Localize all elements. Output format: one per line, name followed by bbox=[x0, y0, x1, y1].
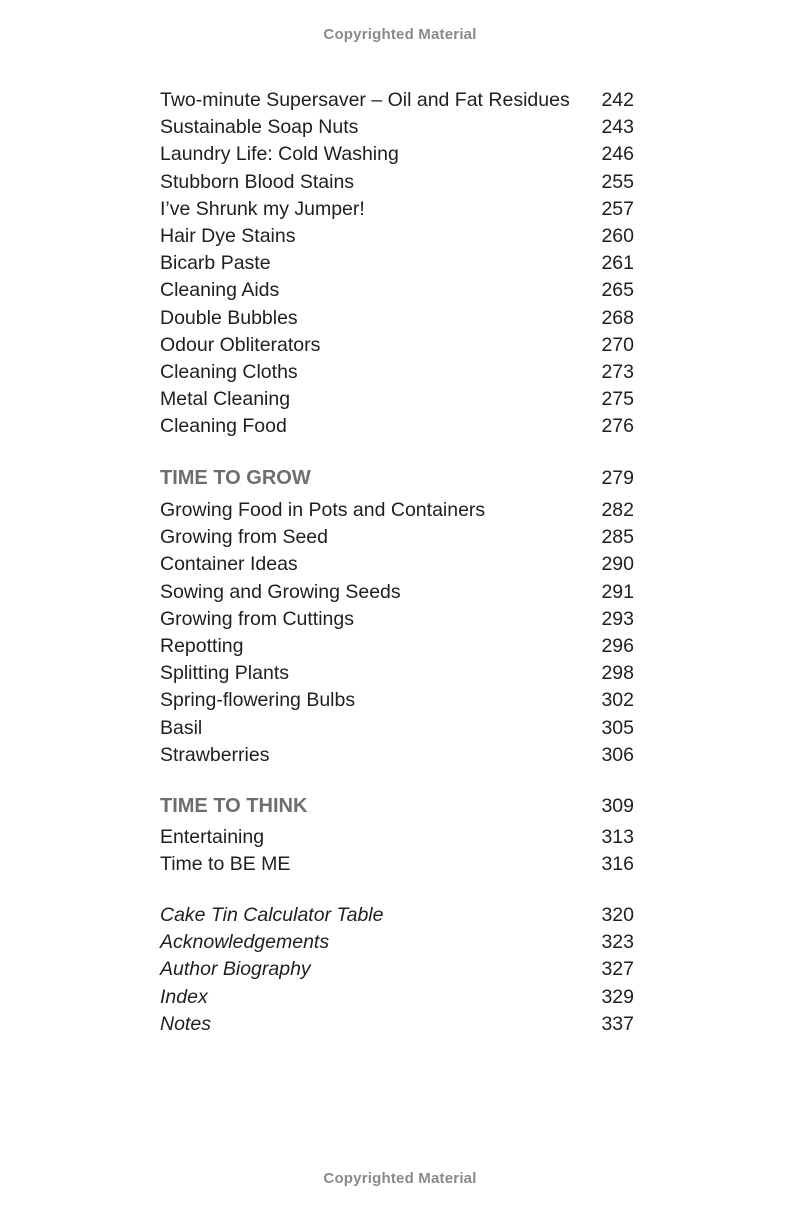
toc-entry[interactable] bbox=[160, 413, 634, 440]
toc-entry-page: 260 bbox=[601, 224, 634, 247]
toc-entry-page: 261 bbox=[601, 252, 634, 275]
toc-entry[interactable] bbox=[160, 660, 634, 687]
toc-entry[interactable] bbox=[160, 633, 634, 660]
copyright-watermark-top: Copyrighted Material bbox=[323, 26, 477, 43]
toc-entry-title: Stubborn Blood Stains bbox=[160, 170, 355, 193]
section-heading-page: 309 bbox=[601, 795, 634, 817]
toc-entry-title: Author Biography bbox=[160, 958, 311, 981]
toc-entry-page: 306 bbox=[601, 743, 634, 766]
toc-entry[interactable] bbox=[160, 386, 634, 413]
toc-entry-title: Cake Tin Calculator Table bbox=[160, 904, 384, 926]
toc-section-grow bbox=[160, 463, 634, 493]
toc-entry-title: Double Bubbles bbox=[160, 306, 298, 329]
toc-entry-page: 293 bbox=[601, 607, 634, 630]
toc-section-back-matter bbox=[160, 902, 634, 1038]
toc-entry-page: 302 bbox=[601, 689, 634, 712]
toc-entry[interactable] bbox=[160, 715, 634, 742]
section-heading-grow[interactable] bbox=[160, 463, 634, 493]
toc-entry[interactable] bbox=[160, 742, 634, 769]
toc-entry-page: 285 bbox=[601, 526, 634, 549]
toc-entry-page: 296 bbox=[601, 634, 634, 657]
toc-entry[interactable] bbox=[160, 984, 634, 1011]
section-heading-page: 279 bbox=[601, 467, 634, 489]
toc-entry-title: Growing Food in Pots and Containers bbox=[160, 499, 486, 521]
toc-entry[interactable] bbox=[160, 250, 634, 277]
toc-entry-page: 316 bbox=[601, 853, 634, 876]
toc-entry-title: Repotting bbox=[160, 634, 244, 657]
toc-entry[interactable] bbox=[160, 606, 634, 633]
toc-entry-title: Time to BE ME bbox=[160, 853, 291, 876]
toc-entry-title: Bicarb Paste bbox=[160, 252, 271, 275]
toc-entry-title: Growing from Cuttings bbox=[160, 607, 354, 630]
toc-entry-title: Index bbox=[160, 985, 208, 1008]
toc-entry[interactable] bbox=[160, 579, 634, 606]
toc-entry[interactable] bbox=[160, 524, 634, 551]
toc-entry-title: Acknowledgements bbox=[160, 931, 330, 954]
section-heading-title: TIME TO GROW bbox=[160, 467, 311, 489]
toc-entry[interactable] bbox=[160, 1011, 634, 1038]
section-heading-think[interactable] bbox=[160, 791, 634, 821]
toc-entry-page: 270 bbox=[601, 333, 634, 356]
toc-entry-page: 327 bbox=[601, 958, 634, 981]
toc-entry-page: 337 bbox=[601, 1012, 634, 1035]
toc-entry-page: 275 bbox=[601, 388, 634, 411]
toc-section-think-entries bbox=[160, 824, 634, 878]
toc-entry-page: 243 bbox=[601, 116, 634, 139]
toc-entry-title: Entertaining bbox=[160, 826, 265, 848]
toc-entry-title: Spring-flowering Bulbs bbox=[160, 689, 356, 712]
toc-entry-title: Odour Obliterators bbox=[160, 333, 321, 356]
toc-entry-title: Hair Dye Stains bbox=[160, 224, 296, 247]
toc-entry-page: 329 bbox=[601, 985, 634, 1008]
toc-section-think bbox=[160, 791, 634, 821]
toc-entry-page: 268 bbox=[601, 306, 634, 329]
toc-entry-page: 290 bbox=[601, 553, 634, 576]
toc-entry-title: Container Ideas bbox=[160, 553, 298, 576]
toc-entry[interactable] bbox=[160, 851, 634, 878]
toc-entry[interactable] bbox=[160, 359, 634, 386]
toc-entry-title: Strawberries bbox=[160, 743, 270, 766]
toc-entry-title: Growing from Seed bbox=[160, 526, 328, 549]
toc-entry-page: 273 bbox=[601, 360, 634, 383]
toc-entry-title: Splitting Plants bbox=[160, 662, 289, 685]
toc-entry[interactable] bbox=[160, 687, 634, 714]
toc-entry-page: 323 bbox=[601, 931, 634, 954]
toc-entry[interactable] bbox=[160, 277, 634, 304]
toc-entry[interactable] bbox=[160, 87, 634, 114]
toc-entry[interactable] bbox=[160, 551, 634, 578]
toc-entry-page: 246 bbox=[601, 143, 634, 166]
toc-entry[interactable] bbox=[160, 929, 634, 956]
toc-entry-title: Notes bbox=[160, 1012, 211, 1035]
toc-entry-page: 320 bbox=[601, 904, 634, 926]
toc-entry[interactable] bbox=[160, 497, 634, 524]
toc-entry[interactable] bbox=[160, 305, 634, 332]
toc-entry-title: Cleaning Aids bbox=[160, 279, 280, 302]
toc-entry-page: 265 bbox=[601, 279, 634, 302]
toc-entry-title: Basil bbox=[160, 716, 203, 739]
toc-entry-page: 313 bbox=[601, 826, 634, 848]
toc-entry-page: 282 bbox=[601, 499, 634, 521]
toc-entry-page: 257 bbox=[601, 197, 634, 220]
toc-entry-title: Two-minute Supersaver – Oil and Fat Residues bbox=[160, 89, 570, 111]
toc-section-grow-entries bbox=[160, 497, 634, 769]
toc-entry-page: 242 bbox=[601, 89, 634, 111]
toc-entry[interactable] bbox=[160, 223, 634, 250]
toc-entry[interactable] bbox=[160, 196, 634, 223]
toc-entry-title: I’ve Shrunk my Jumper! bbox=[160, 197, 365, 220]
toc-entry-title: Cleaning Cloths bbox=[160, 360, 298, 383]
toc-entry[interactable] bbox=[160, 114, 634, 141]
toc-entry-page: 291 bbox=[601, 580, 634, 603]
toc-entry[interactable] bbox=[160, 332, 634, 359]
toc-entry[interactable] bbox=[160, 902, 634, 929]
toc-entry-title: Cleaning Food bbox=[160, 415, 287, 438]
toc-entry[interactable] bbox=[160, 824, 634, 851]
toc-entry-title: Sowing and Growing Seeds bbox=[160, 580, 401, 603]
toc-entry-title: Laundry Life: Cold Washing bbox=[160, 143, 399, 166]
copyright-watermark-bottom: Copyrighted Material bbox=[323, 1170, 477, 1187]
toc-entry-page: 276 bbox=[601, 415, 634, 438]
toc-entry-title: Sustainable Soap Nuts bbox=[160, 116, 359, 139]
toc-entry-page: 305 bbox=[601, 716, 634, 739]
toc-entry-page: 255 bbox=[601, 170, 634, 193]
toc-entry[interactable] bbox=[160, 141, 634, 168]
section-heading-title: TIME TO THINK bbox=[160, 795, 308, 817]
toc-entry[interactable] bbox=[160, 956, 634, 983]
toc-entry[interactable] bbox=[160, 169, 634, 196]
toc-entry-title: Metal Cleaning bbox=[160, 388, 291, 411]
toc-section-continued bbox=[160, 87, 634, 440]
toc-entry-page: 298 bbox=[601, 662, 634, 685]
